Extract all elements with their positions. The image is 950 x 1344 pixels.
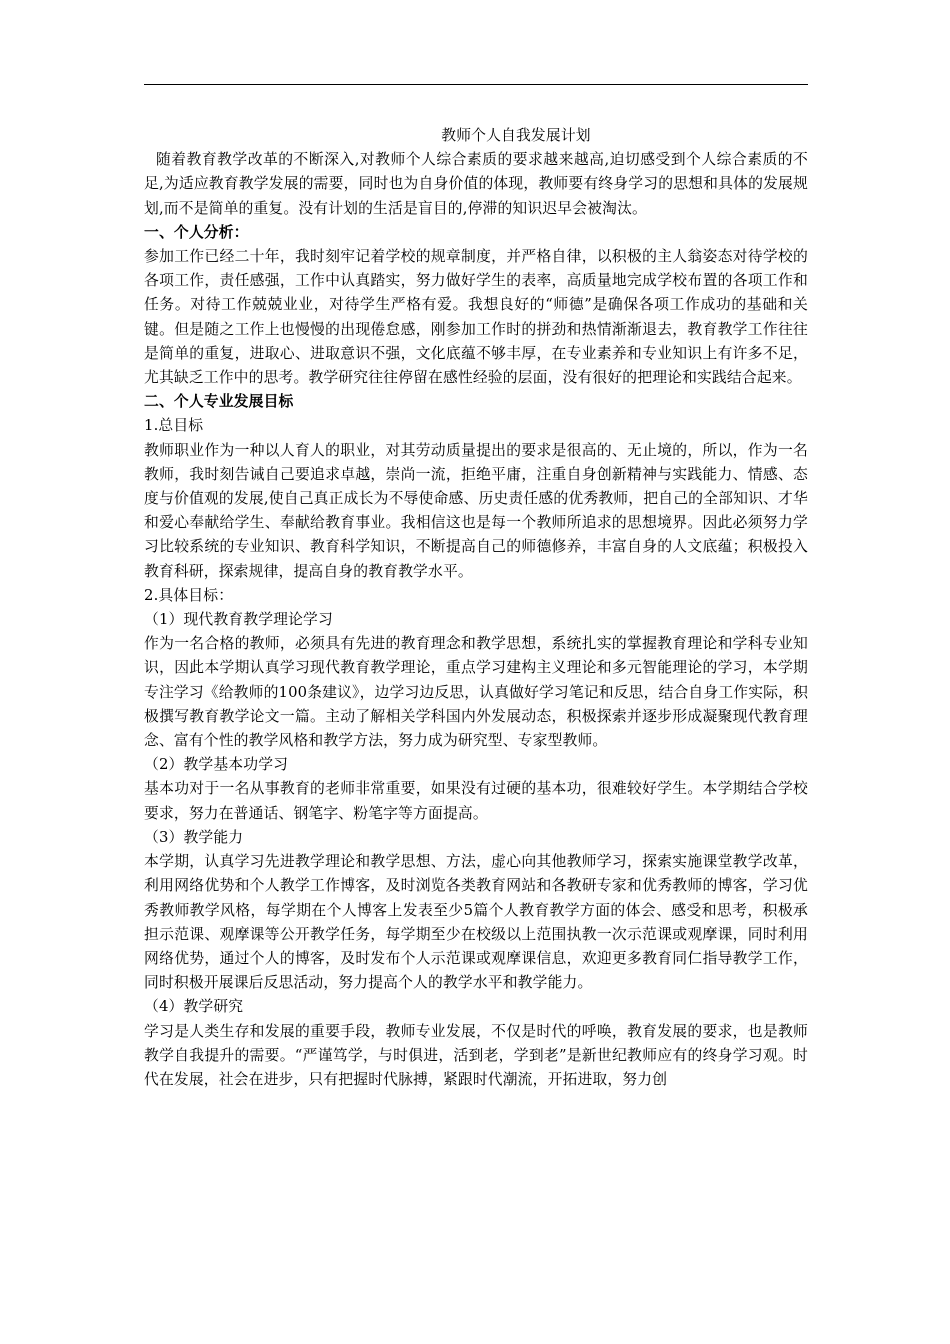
header-rule (144, 84, 808, 85)
intro-paragraph: 随着教育教学改革的不断深入,对教师个人综合素质的要求越来越高,迫切感受到个人综合素质的不足,为适应教育教学发展的需要，同时也为自身价值的体现，教师要有终身学习的思想和具体的发展规划,而不是简单的重复。没有计划的生活是盲目的,停滞的知识迟早会被淘汰。 (144, 151, 808, 217)
item-paragraph-basic-skills: 基本功对于一名从事教育的老师非常重要，如果没有过硬的基本功，很难较好学生。本学期结合学校要求，努力在普通话、钢笔字、粉笔字等方面提高。 (144, 780, 808, 822)
item-paragraph-teaching-ability: 本学期，认真学习先进教学理论和教学思想、方法，虚心向其他教师学习，探索实施课堂教学改革，利用网络优势和个人教学工作博客，及时浏览各类教育网站和各教研专家和优秀教师的博客，学习优秀教师教学风格，每学期在个人博客上发表至少5篇个人教育教学方面的体会、感受和思考，积极承担示范课、观摩课等公开教学任务，每学期至少在校级以上范围执教一次示范课或观摩课，同时利用网络优势，通过个人的博客，及时发布个人示范课或观摩课信息，欢迎更多教育同仁指导教学工作，同时积极开展课后反思活动，努力提高个人的教学水平和教学能力。 (144, 853, 808, 992)
section-heading-goals: 二、个人专业发展目标 (144, 393, 294, 411)
item-label-basic-skills: （2）教学基本功学习 (144, 756, 289, 774)
goal-total-label: 1.总目标 (144, 417, 204, 435)
item-label-research: （4）教学研究 (144, 998, 244, 1016)
section-heading-analysis: 一、个人分析： (144, 223, 249, 241)
document-title: 教师个人自我发展计划 (441, 127, 591, 144)
item-label-theory: （1）现代教育教学理论学习 (144, 611, 333, 629)
item-paragraph-research: 学习是人类生存和发展的重要手段，教师专业发展，不仅是时代的呼唤，教育发展的要求，也是教师教学自我提升的需要。“严谨笃学，与时俱进，活到老，学到老”是新世纪教师应有的终身学习观。时代在发展，社会在进步，只有把握时代脉搏，紧跟时代潮流，开拓进取，努力创 (144, 1022, 808, 1088)
item-label-teaching-ability: （3）教学能力 (144, 828, 244, 846)
document-body (144, 124, 808, 1092)
goal-total-paragraph: 教师职业作为一种以人育人的职业，对其劳动质量提出的要求是很高的、无止境的，所以，作为一名教师，我时刻告诫自己要追求卓越，崇尚一流，拒绝平庸，注重自身创新精神与实践能力、情感、态度与价值观的发展,使自己真正成长为不辱使命感、历史责任感的优秀教师，把自己的全部知识、才华和爱心奉献给学生、奉献给教育事业。我相信这也是每一个教师所追求的思想境界。因此必须努力学习比较系统的专业知识、教育科学知识，不断提高自己的师德修养，丰富自身的人文底蕴；积极投入教育科研，探索规律，提高自身的教育教学水平。 (144, 441, 808, 580)
analysis-paragraph: 参加工作已经二十年，我时刻牢记着学校的规章制度，并严格自律，以积极的主人翁姿态对待学校的各项工作，责任感强，工作中认真踏实，努力做好学生的表率，高质量地完成学校布置的各项工作和任务。对待工作兢兢业业，对待学生严格有爱。我想良好的“师德”是确保各项工作成功的基础和关键。但是随之工作上也慢慢的出现倦怠感，刚参加工作时的拼劲和热情渐渐退去，教育教学工作往往是简单的重复，进取心、进取意识不强，文化底蕴不够丰厚，在专业素养和专业知识上有许多不足，尤其缺乏工作中的思考。教学研究往往停留在感性经验的层面，没有很好的把理论和实践结合起来。 (144, 248, 808, 387)
document-page (144, 0, 808, 1344)
goal-specific-label: 2.具体目标： (144, 586, 234, 604)
item-paragraph-theory: 作为一名合格的教师，必须具有先进的教育理念和教学思想，系统扎实的掌握教育理论和学科专业知识，因此本学期认真学习现代教育教学理论，重点学习建构主义理论和多元智能理论的学习，本学期专注学习《给教师的100条建议》，边学习边反思，认真做好学习笔记和反思，结合自身工作实际，积极撰写教育教学论文一篇。主动了解相关学科国内外发展动态，积极探索并逐步形成凝聚现代教育理念、富有个性的教学风格和教学方法，努力成为研究型、专家型教师。 (144, 635, 809, 750)
